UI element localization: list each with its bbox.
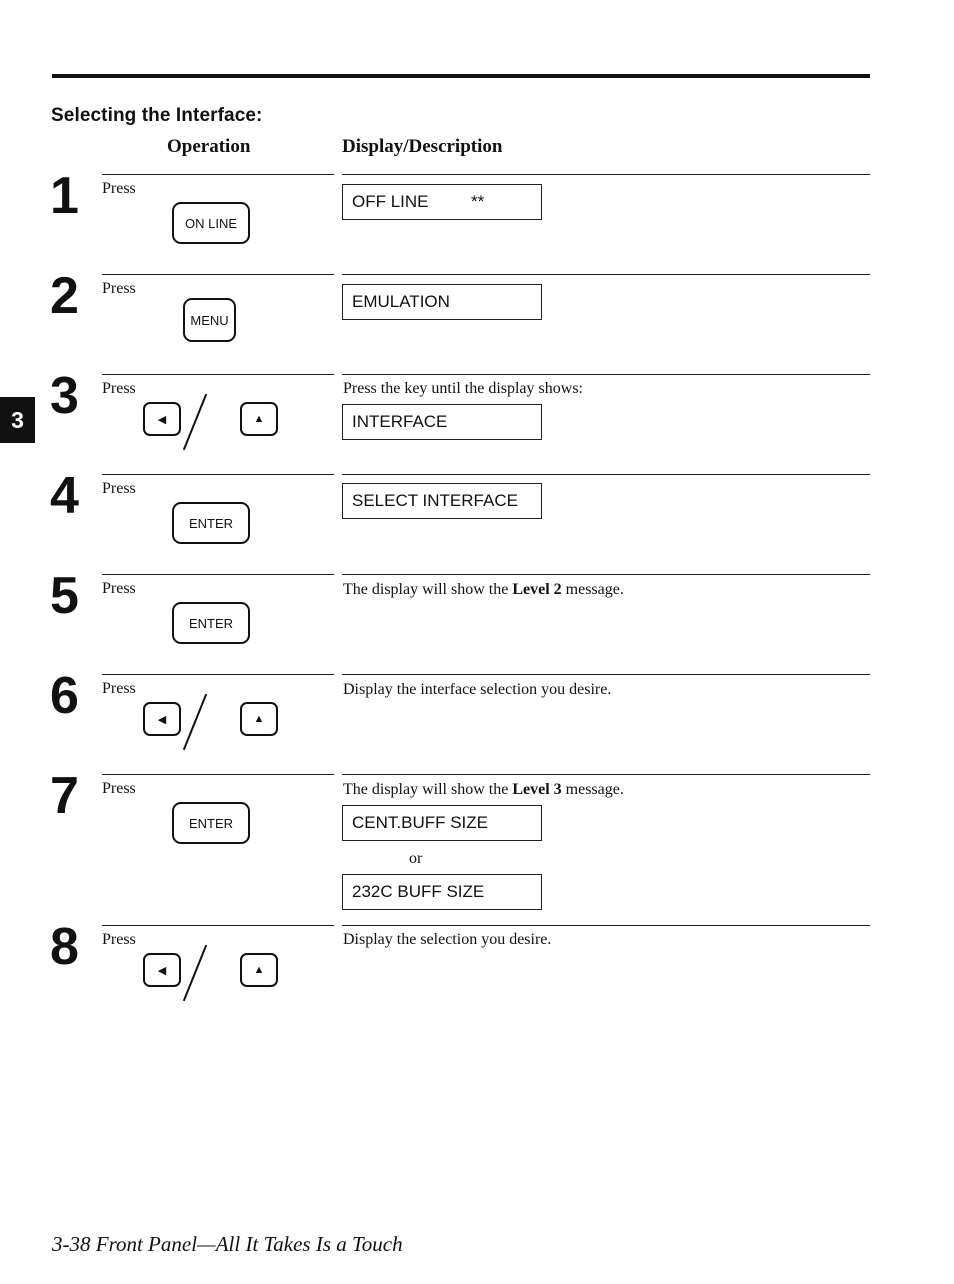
press-label: Press [102,480,136,497]
level-label: Level 2 [512,581,562,598]
press-label: Press [102,780,136,797]
step-divider [342,925,870,926]
desc-text: message. [561,581,624,598]
step-number: 4 [50,467,79,525]
page-footer: 3-38 Front Panel—All It Takes Is a Touch [52,1232,403,1256]
step-description: Display the interface selection you desire. [343,681,612,698]
desc-text: The display will show the [343,581,513,598]
desc-text: The display will show the [343,781,513,798]
press-label: Press [102,931,136,948]
step-divider [102,474,334,475]
step-divider [342,574,870,575]
step-divider [342,174,870,175]
step-description: Press the key until the display shows: [343,380,583,397]
press-label: Press [102,280,136,297]
step-number: 3 [50,367,79,425]
top-rule [52,74,870,78]
step-divider [102,774,334,775]
step-divider [102,274,334,275]
lcd-display: SELECT INTERFACE [342,483,542,519]
level-label: Level 3 [512,781,562,798]
lcd-display: INTERFACE [342,404,542,440]
step-divider [102,574,334,575]
step-number: 8 [50,918,79,976]
step-divider [102,674,334,675]
step-divider [342,674,870,675]
step-description: Display the selection you desire. [343,931,552,948]
step-number: 6 [50,667,79,725]
press-label: Press [102,580,136,597]
step-description [343,581,624,599]
step-divider [342,474,870,475]
enter-key: ENTER [172,502,250,544]
chapter-tab: 3 [0,397,35,443]
press-label: Press [102,380,136,397]
section-title: Selecting the Interface: [51,105,263,126]
step-description [343,781,624,799]
step-divider [342,774,870,775]
step-divider [342,374,870,375]
step-number: 2 [50,267,79,325]
lcd-display-alt: 232C BUFF SIZE [342,874,542,910]
or-label: or [409,850,423,867]
operation-column-header: Operation [167,136,251,157]
description-column-header: Display/Description [342,136,503,157]
left-arrow-key-icon: ◀ [143,402,181,436]
step-divider [102,174,334,175]
enter-key: ENTER [172,602,250,644]
step-number: 7 [50,767,79,825]
online-key: ON LINE [172,202,250,244]
press-label: Press [102,680,136,697]
or-slash [183,394,207,450]
lcd-display: EMULATION [342,284,542,320]
menu-key: MENU [183,298,236,342]
or-slash [183,694,207,750]
up-arrow-key-icon: ▲ [240,702,278,736]
press-label: Press [102,180,136,197]
or-slash [183,945,207,1001]
step-divider [342,274,870,275]
step-number: 1 [50,167,79,225]
step-divider [102,925,334,926]
enter-key: ENTER [172,802,250,844]
lcd-display: OFF LINE ** [342,184,542,220]
step-divider [102,374,334,375]
left-arrow-key-icon: ◀ [143,953,181,987]
lcd-display: CENT.BUFF SIZE [342,805,542,841]
left-arrow-key-icon: ◀ [143,702,181,736]
desc-text: message. [561,781,624,798]
up-arrow-key-icon: ▲ [240,953,278,987]
up-arrow-key-icon: ▲ [240,402,278,436]
step-number: 5 [50,567,79,625]
